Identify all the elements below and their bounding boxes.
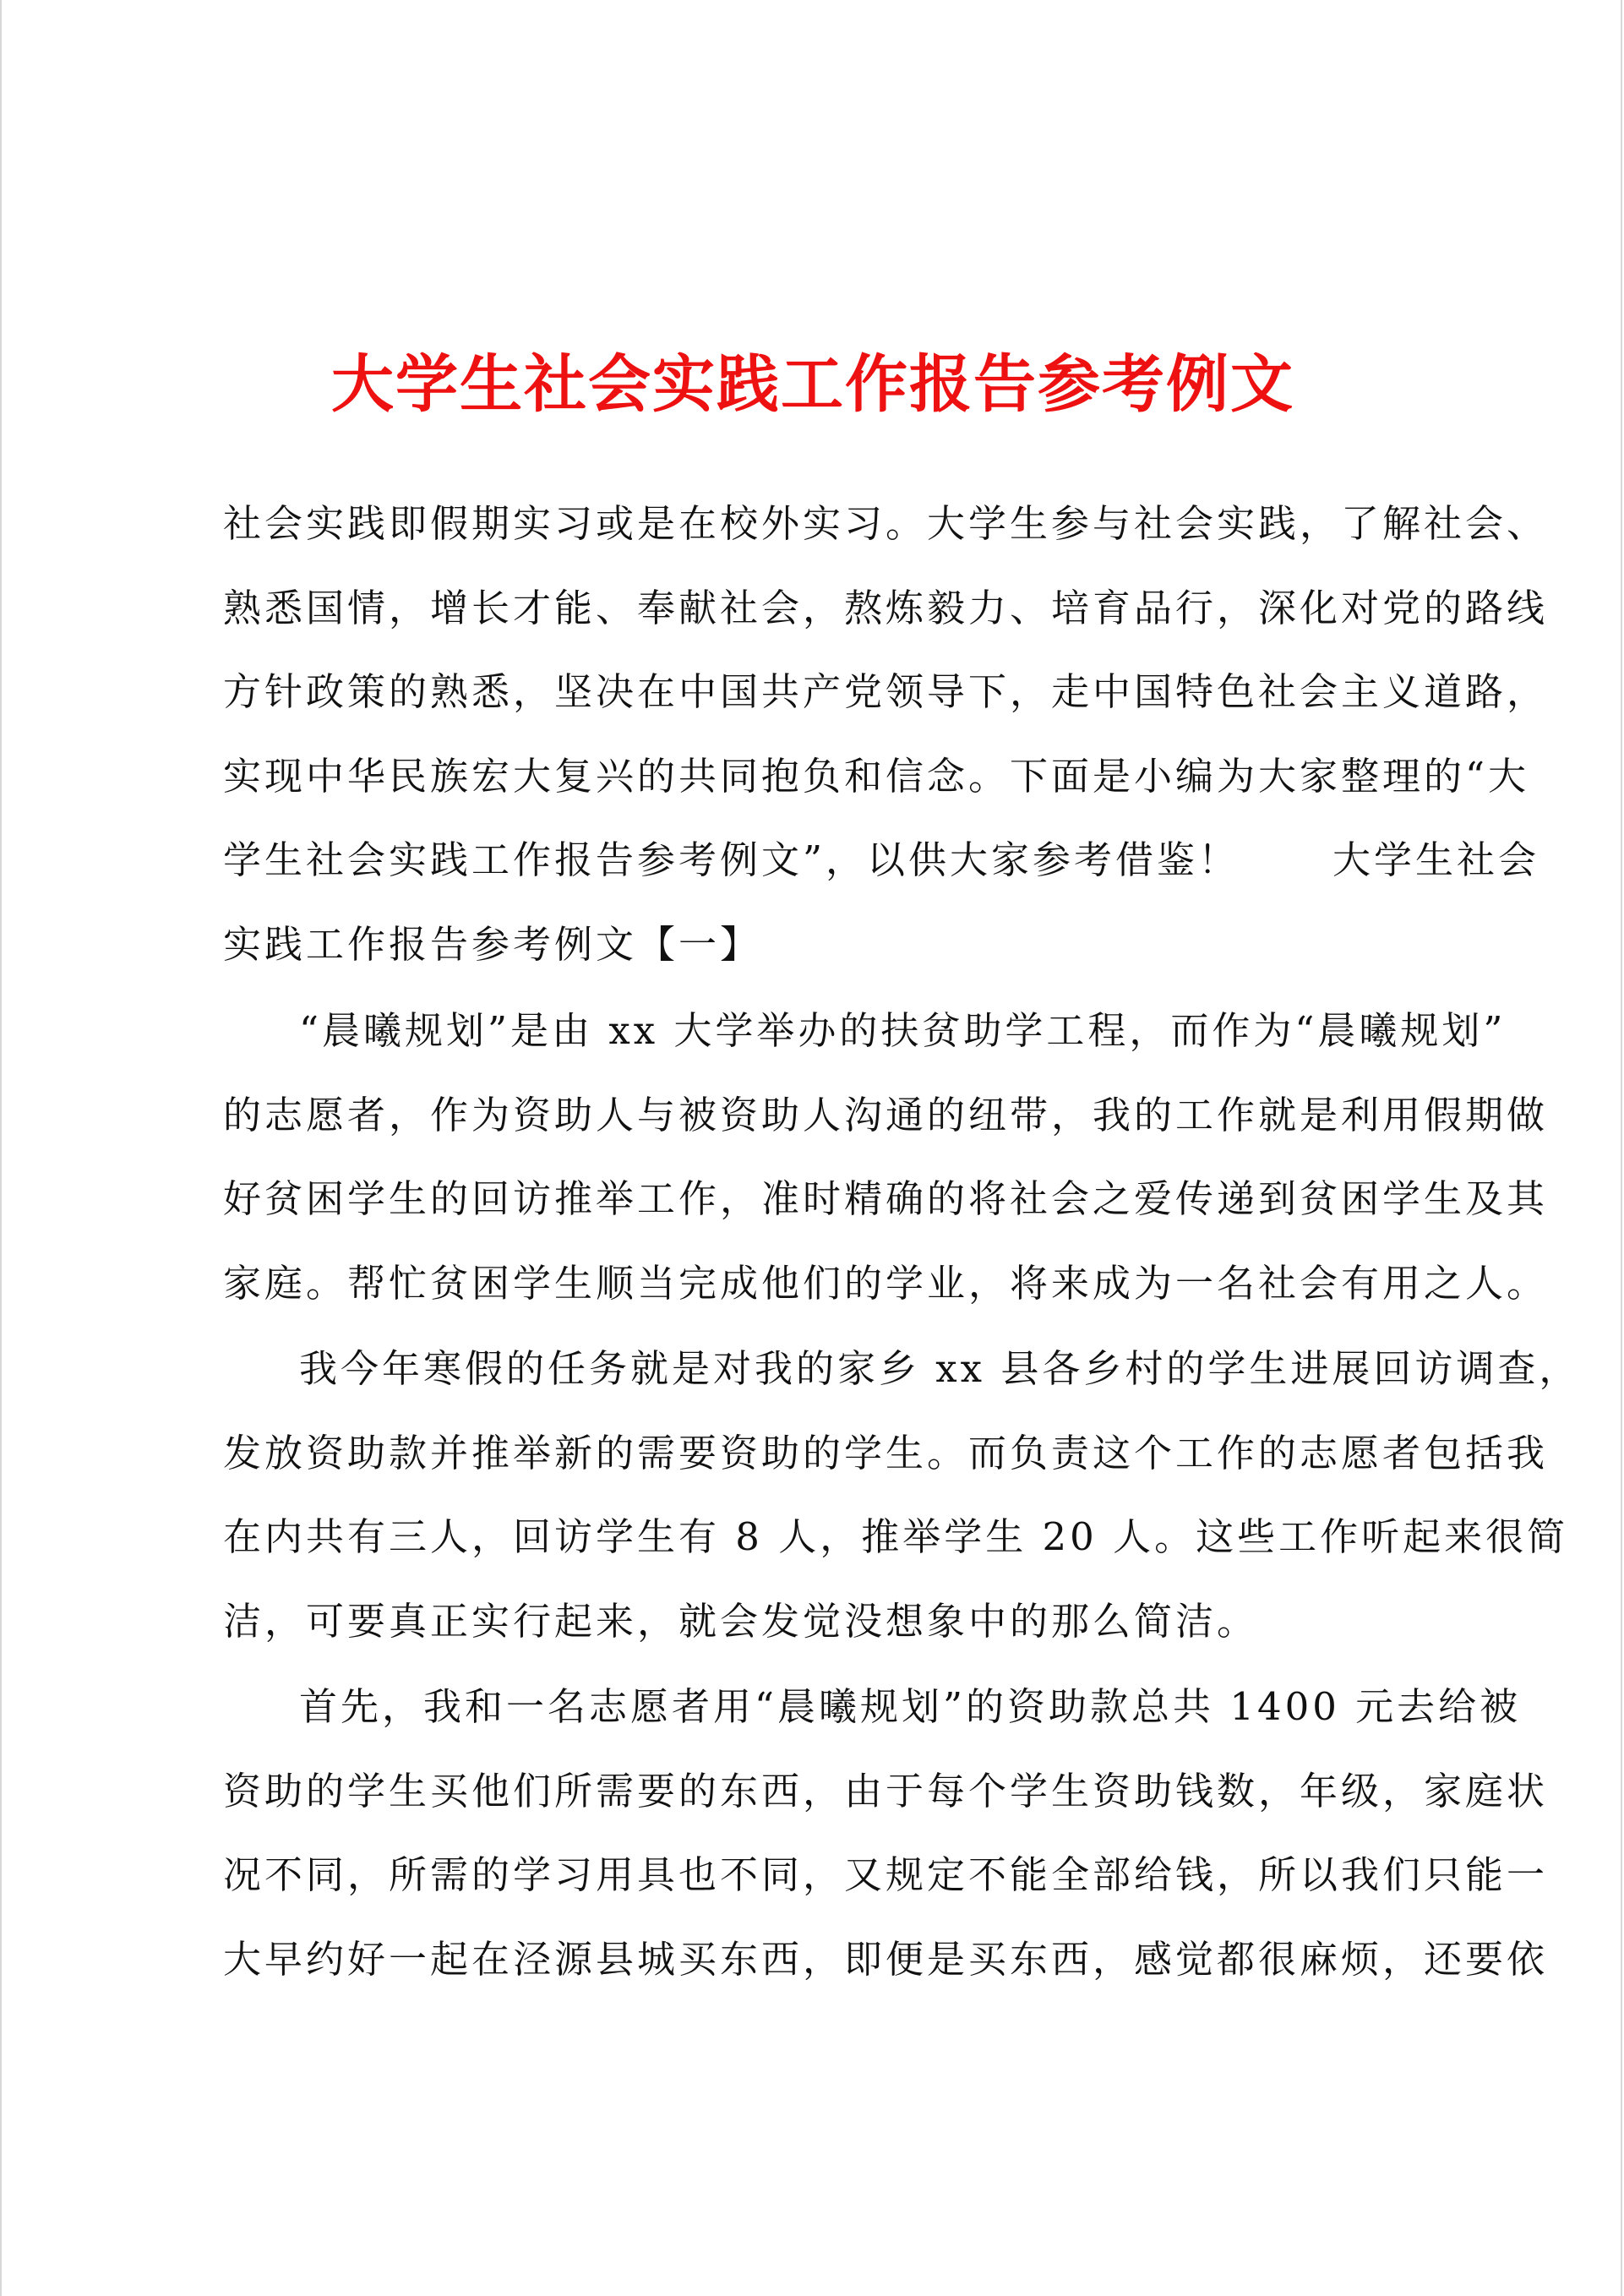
text-line: 首先，我和一名志愿者用“晨曦规划”的资助款总共 1400 元去给被 <box>299 1684 1522 1729</box>
text-line: 熟悉国情，增长才能、奉献社会，熬炼毅力、培育品行，深化对党的路线 <box>223 585 1549 630</box>
body-paragraph <box>223 1665 1549 2001</box>
body-paragraph <box>223 1327 1581 1663</box>
text-line: 社会实践即假期实习或是在校外实习。大学生参与社会实践，了解社会、 <box>223 501 1549 546</box>
document-title: 大学生社会实践工作报告参考例文 <box>331 348 1294 421</box>
text-line: 发放资助款并推举新的需要资助的学生。而负责这个工作的志愿者包括我 <box>223 1430 1549 1475</box>
text-line: 家庭。帮忙贫困学生顺当完成他们的学业，将来成为一名社会有用之人。 <box>223 1260 1549 1306</box>
body-paragraph <box>223 989 1549 1325</box>
text-fragment: 学生社会实践工作报告参考例文”，以供大家参考借鉴！ <box>223 837 1240 882</box>
text-line: “晨曦规划”是由 xx 大学举办的扶贫助学工程，而作为“晨曦规划” <box>299 1008 1507 1053</box>
text-line: 在内共有三人，回访学生有 8 人，推举学生 20 人。这些工作听起来很简 <box>223 1514 1569 1559</box>
text-fragment: 大学生社会 <box>1332 837 1540 882</box>
section-heading: 实践工作报告参考例文【一】 <box>223 921 762 967</box>
text-line: 好贫困学生的回访推举工作，准时精确的将社会之爱传递到贫困学生及其 <box>223 1176 1549 1221</box>
text-line: 的志愿者，作为资助人与被资助人沟通的纽带，我的工作就是利用假期做 <box>223 1092 1549 1137</box>
intro-paragraph <box>223 482 1549 986</box>
text-line <box>223 818 1540 903</box>
text-line: 资助的学生买他们所需要的东西，由于每个学生资助钱数，年级，家庭状 <box>223 1768 1549 1813</box>
text-line: 大早约好一起在泾源县城买东西，即便是买东西，感觉都很麻烦，还要依 <box>223 1936 1549 1982</box>
text-line: 我今年寒假的任务就是对我的家乡 xx 县各乡村的学生进展回访调查， <box>299 1346 1581 1391</box>
text-line: 况不同，所需的学习用具也不同，又规定不能全部给钱，所以我们只能一 <box>223 1852 1549 1897</box>
text-line: 实现中华民族宏大复兴的共同抱负和信念。下面是小编为大家整理的“大 <box>223 753 1530 799</box>
text-line: 洁，可要真正实行起来，就会发觉没想象中的那么简洁。 <box>223 1598 1259 1644</box>
text-line: 方针政策的熟悉，坚决在中国共产党领导下，走中国特色社会主义道路， <box>223 669 1549 714</box>
